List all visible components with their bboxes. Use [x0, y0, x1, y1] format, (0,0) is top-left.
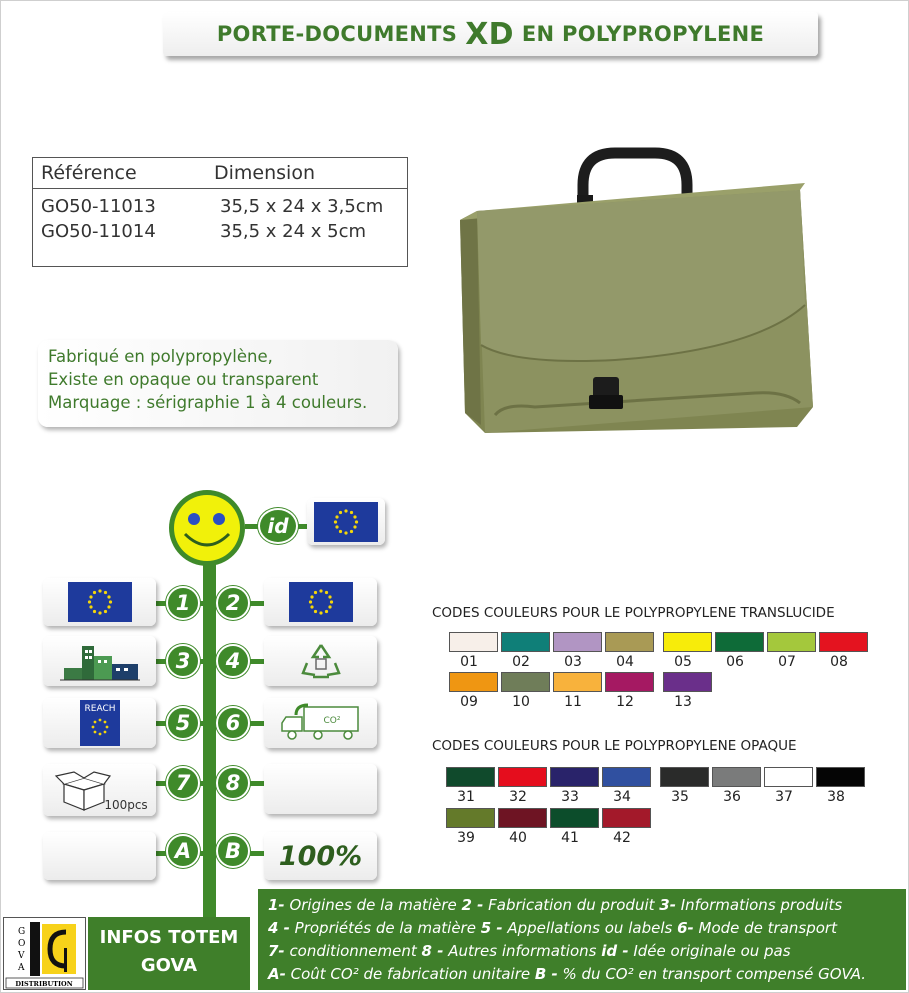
legend-text: conditionnement	[284, 942, 422, 960]
logo-letter-o: O	[18, 939, 26, 949]
swatch-color	[712, 767, 761, 787]
legend-key: 7-	[268, 942, 285, 960]
badge-2: 2	[216, 586, 250, 620]
property-recycle-box	[264, 636, 377, 686]
swatch	[602, 808, 654, 846]
swatch-number: 13	[674, 694, 692, 710]
eu-flag-icon	[68, 582, 132, 622]
fabrication-eu-box	[264, 578, 377, 626]
other-info-box	[264, 764, 377, 814]
swatch-color	[663, 672, 712, 692]
reach-label-icon	[80, 700, 120, 746]
info-factory-box	[43, 636, 156, 686]
legend-text: Idée originale ou pas	[628, 942, 791, 960]
swatch-number: 34	[613, 789, 631, 805]
totem-pole	[203, 540, 216, 920]
features-box	[38, 340, 398, 427]
swatch-number: 08	[830, 654, 848, 670]
logo-letter-a: A	[18, 963, 25, 973]
badge-3: 3	[166, 644, 200, 678]
swatch-color	[449, 632, 498, 652]
title-before: PORTE-DOCUMENTS	[216, 22, 458, 46]
swatch	[501, 672, 553, 710]
badge-8: 8	[216, 766, 250, 800]
swatch-color	[498, 767, 547, 787]
swatch-number: 36	[723, 789, 741, 805]
header-reference: Référence	[41, 162, 137, 184]
legend-text: Informations produits	[675, 896, 843, 914]
swatch-number: 12	[616, 694, 634, 710]
swatch-color	[602, 808, 651, 828]
gova-logo	[3, 917, 86, 990]
legend-text: Mode de transport	[693, 919, 837, 937]
swatch-color	[605, 632, 654, 652]
infos-line-2: GOVA	[140, 955, 198, 976]
badge-1: 1	[166, 586, 200, 620]
swatch	[553, 632, 605, 670]
swatch	[446, 767, 498, 805]
legend-key: A-	[268, 965, 286, 983]
swatch-color	[663, 632, 712, 652]
legend-line	[268, 917, 906, 940]
co2-percent: 100%	[278, 840, 363, 872]
feature-line: Marquage : sérigraphie 1 à 4 couleurs.	[48, 393, 368, 412]
co2-percent-box	[264, 832, 377, 880]
table-row	[33, 221, 407, 243]
swatch-number: 31	[457, 789, 475, 805]
briefcase-image	[455, 145, 815, 475]
legend-key: 8 -	[421, 942, 444, 960]
legend-text: Autres informations	[443, 942, 602, 960]
swatch-color	[553, 632, 602, 652]
swatch	[550, 808, 602, 846]
legend-key: 3-	[659, 896, 676, 914]
legend-key: B -	[534, 965, 558, 983]
swatch-color	[602, 767, 651, 787]
id-badge: id	[258, 508, 298, 544]
legend-key: 4 -	[268, 919, 290, 937]
legend-text: Propriétés de la matière	[289, 919, 481, 937]
legend-box	[258, 889, 906, 990]
title-highlight: XD	[465, 16, 514, 52]
swatch-number: 04	[616, 654, 634, 670]
legend-line	[268, 940, 906, 963]
swatch-color	[764, 767, 813, 787]
reach-text: REACH	[84, 704, 115, 714]
swatch	[660, 767, 712, 805]
page-title	[163, 12, 818, 56]
swatch	[449, 632, 501, 670]
badge-6: 6	[216, 706, 250, 740]
swatch-number: 11	[564, 694, 582, 710]
swatch	[602, 767, 654, 805]
swatch-number: 32	[509, 789, 527, 805]
swatch	[715, 632, 767, 670]
table-row	[33, 196, 407, 218]
swatch	[446, 808, 498, 846]
swatch-color	[550, 767, 599, 787]
logo-letter-v: V	[18, 951, 25, 961]
legend-line	[268, 963, 906, 986]
legend-text: Coût CO² de fabrication unitaire	[285, 965, 535, 983]
co2-cost-box	[43, 832, 156, 880]
legend-key: id -	[601, 942, 629, 960]
swatch-number: 06	[726, 654, 744, 670]
recycle-icon	[299, 641, 343, 681]
swatch-color	[553, 672, 602, 692]
swatch-number: 38	[827, 789, 845, 805]
swatch-color	[501, 672, 550, 692]
swatch-number: 41	[561, 830, 579, 846]
reference-table	[32, 157, 408, 267]
translucide-row-1	[449, 632, 871, 670]
swatch	[501, 632, 553, 670]
swatch	[553, 672, 605, 710]
badge-b: B	[216, 834, 250, 868]
legend-key: 2 -	[461, 896, 484, 914]
swatch-number: 37	[775, 789, 793, 805]
swatch-color	[446, 808, 495, 828]
logo-letter-g: G	[18, 927, 26, 937]
smiley-icon	[167, 488, 247, 568]
legend-line	[268, 894, 906, 917]
title-after: EN POLYPROPYLENE	[521, 22, 765, 46]
packaging-box	[43, 764, 156, 816]
table-header	[33, 158, 407, 189]
swatch	[816, 767, 868, 805]
badge-5: 5	[166, 706, 200, 740]
swatch-color	[501, 632, 550, 652]
legend-key: 6-	[677, 919, 694, 937]
swatch-color	[550, 808, 599, 828]
swatch-number: 03	[564, 654, 582, 670]
infos-line-1: INFOS TOTEM	[99, 927, 239, 948]
pcs-text: 100pcs	[103, 798, 148, 812]
swatch-color	[449, 672, 498, 692]
opaque-row-2	[446, 808, 654, 846]
swatch-number: 33	[561, 789, 579, 805]
legend-text: Appellations ou labels	[502, 919, 678, 937]
swatch	[605, 672, 657, 710]
opaque-row-1	[446, 767, 868, 805]
feature-line: Existe en opaque ou transparent	[48, 370, 319, 389]
eu-flag-icon	[314, 502, 378, 542]
swatch-color	[498, 808, 547, 828]
truck-icon	[278, 703, 364, 743]
swatch-number: 42	[613, 830, 631, 846]
swatch-color	[660, 767, 709, 787]
dim-cell: 35,5 x 24 x 5cm	[220, 221, 367, 242]
ref-cell: GO50-11014	[41, 221, 156, 242]
swatch-number: 10	[512, 694, 530, 710]
logo-caption: DISTRIBUTION	[15, 980, 73, 988]
box-icon	[50, 766, 150, 814]
swatch-color	[605, 672, 654, 692]
swatch	[764, 767, 816, 805]
badge-a: A	[166, 834, 200, 868]
id-eu-box	[307, 498, 385, 545]
swatch	[550, 767, 602, 805]
swatch-color	[767, 632, 816, 652]
swatch-color	[446, 767, 495, 787]
legend-key: 1-	[268, 896, 285, 914]
legend-text: % du CO² en transport compensé GOVA.	[557, 965, 867, 983]
swatch-color	[816, 767, 865, 787]
swatch-color	[819, 632, 868, 652]
badge-4: 4	[216, 644, 250, 678]
translucide-title: CODES COULEURS POUR LE POLYPROPYLENE TRANSLUCIDE	[432, 605, 835, 621]
swatch-number: 35	[671, 789, 689, 805]
swatch	[498, 767, 550, 805]
translucide-row-2	[449, 672, 715, 710]
swatch-number: 05	[674, 654, 692, 670]
swatch-number: 07	[778, 654, 796, 670]
legend-key: 5 -	[480, 919, 503, 937]
eu-flag-icon	[289, 582, 353, 622]
swatch	[663, 632, 715, 670]
swatch	[819, 632, 871, 670]
opaque-title: CODES COULEURS POUR LE POLYPROPYLENE OPAQUE	[432, 738, 797, 754]
swatch	[605, 632, 657, 670]
infos-totem-box	[88, 917, 250, 990]
origin-eu-box	[43, 578, 156, 626]
feature-line: Fabriqué en polypropylène,	[48, 347, 273, 366]
swatch-number: 09	[460, 694, 478, 710]
swatch	[449, 672, 501, 710]
swatch-number: 39	[457, 830, 475, 846]
dim-cell: 35,5 x 24 x 3,5cm	[220, 196, 384, 217]
header-dimension: Dimension	[214, 162, 315, 184]
ref-cell: GO50-11013	[41, 196, 156, 217]
legend-text: Origines de la matière	[284, 896, 462, 914]
swatch	[663, 672, 715, 710]
swatch-number: 40	[509, 830, 527, 846]
badge-7: 7	[166, 766, 200, 800]
swatch	[498, 808, 550, 846]
swatch	[712, 767, 764, 805]
legend-text: Fabrication du produit	[483, 896, 660, 914]
swatch	[767, 632, 819, 670]
gova-logo-icon	[4, 918, 85, 989]
transport-truck-box	[264, 698, 377, 748]
factory-icon	[60, 640, 140, 682]
swatch-number: 02	[512, 654, 530, 670]
swatch-color	[715, 632, 764, 652]
label-reach-box	[43, 698, 156, 748]
swatch-number: 01	[460, 654, 478, 670]
co2-text: CO²	[323, 716, 340, 726]
